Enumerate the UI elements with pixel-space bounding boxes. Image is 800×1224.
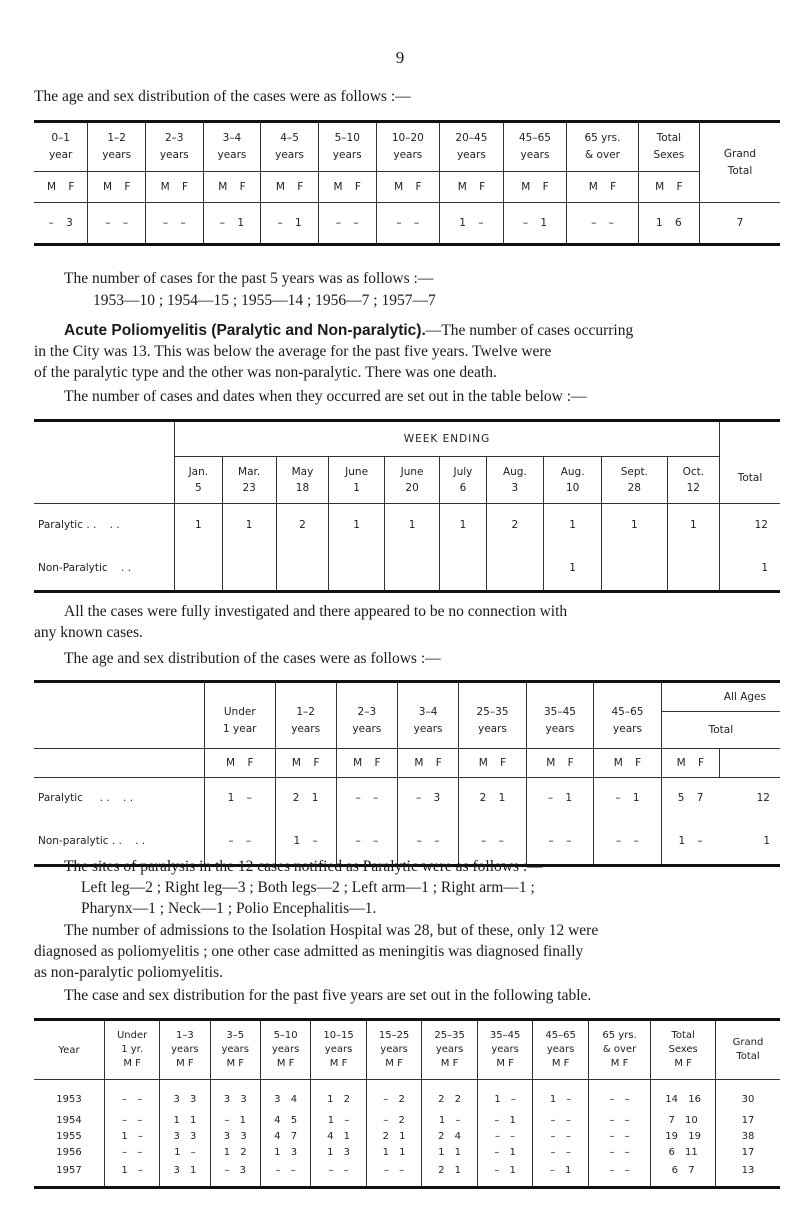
table-cell: 5 7 — [661, 778, 719, 819]
table-cell: 1 – — [205, 778, 276, 819]
table-cell — [175, 546, 223, 592]
total-cell: 1 — [763, 835, 770, 847]
five-year-table — [34, 1018, 780, 1189]
all-ages-header: All Ages — [661, 682, 780, 712]
table-cell: – 1 — [477, 1144, 533, 1160]
table-cell: – – — [105, 1080, 160, 1113]
table-cell: 1 — [329, 504, 384, 547]
row-label-blank — [34, 421, 175, 504]
table-cell: 1 — [440, 504, 486, 547]
intro-text: The age and sex distribution of the cases were as follows :— — [34, 88, 411, 105]
sex-subheader: M F — [275, 749, 336, 778]
table-cell: 3 3 — [160, 1128, 210, 1144]
table-cell — [276, 546, 329, 592]
table-cell: – – — [336, 778, 397, 819]
date-header: Sept. 28 — [602, 457, 668, 504]
table-cell: – 1 — [203, 203, 261, 245]
column-header: 0–1 year — [48, 132, 73, 161]
table-cell: – – — [533, 1128, 589, 1144]
table-cell: – – — [376, 203, 440, 245]
investigated-line-1: All the cases were fully investigated and there appeared to be no connection with — [64, 603, 568, 620]
row-label: Non-Paralytic . . — [38, 562, 132, 574]
total-cell: 12 — [720, 778, 781, 819]
sex-subheader: M F — [88, 172, 146, 203]
column-header: 25–35 years — [459, 682, 527, 749]
table-cell: 3 3 — [160, 1080, 210, 1113]
age-sex-table-2 — [34, 680, 780, 867]
column-header: 1–2 years — [88, 122, 146, 172]
year-cell: 1954 — [56, 1114, 82, 1126]
table-cell: – – — [397, 818, 458, 866]
table-cell: – – — [533, 1144, 589, 1160]
sex-subheader: M F — [567, 172, 638, 203]
table-cell: 1 — [222, 504, 276, 547]
table-cell: – – — [588, 1112, 650, 1128]
column-header: 65 yrs. & over M F — [588, 1020, 650, 1080]
column-header: Under 1 yr. M F — [105, 1020, 160, 1080]
table-cell: – – — [459, 818, 527, 866]
table-cell — [222, 546, 276, 592]
table-cell: 2 4 — [422, 1128, 478, 1144]
table-cell: 4 1 — [311, 1128, 367, 1144]
column-header: 45–65 years — [594, 682, 662, 749]
table-cell: 1 — [667, 504, 719, 547]
grand-total-cell: 7 — [700, 203, 781, 245]
table-cell: 1 — [544, 546, 602, 592]
table-cell — [486, 546, 544, 592]
past-five-years-text: The number of cases for the past 5 years was as follows :— — [64, 270, 434, 287]
total-header: Total — [720, 421, 781, 504]
total-cell: 12 — [720, 504, 781, 547]
sex-subheader: M F — [459, 749, 527, 778]
table-cell: – 1 — [210, 1112, 260, 1128]
table-cell: 3 4 — [260, 1080, 310, 1113]
table-cell: 6 7 — [651, 1160, 716, 1188]
table-cell: 4 7 — [260, 1128, 310, 1144]
sex-subheader: M F — [203, 172, 261, 203]
column-header: 35–45 years M F — [477, 1020, 533, 1080]
table-cell: 4 5 — [260, 1112, 310, 1128]
column-header: 3–4 years — [203, 122, 261, 172]
column-header: 65 yrs. & over — [567, 122, 638, 172]
table-cell: 2 — [276, 504, 329, 547]
table-cell: – 1 — [477, 1112, 533, 1128]
table-cell: 1 2 — [311, 1080, 367, 1113]
table-cell: 1 3 — [260, 1144, 310, 1160]
column-header: 15–25 years M F — [366, 1020, 422, 1080]
table-cell: 1 – — [533, 1080, 589, 1113]
intro-text-3: The age and sex distribution of the cases were as follows :— — [64, 650, 441, 667]
column-header: Total Sexes M F — [651, 1020, 716, 1080]
admissions-line-1: The number of admissions to the Isolation Hospital was 28, but of these, only 12 were — [64, 922, 599, 939]
table-cell: 1 – — [661, 818, 719, 866]
table-cell: – – — [588, 1160, 650, 1188]
column-header: 20–45 years — [440, 122, 504, 172]
table-cell — [440, 546, 486, 592]
table-cell — [602, 546, 668, 592]
total-cell: 1 — [720, 546, 781, 592]
year-cell: 1957 — [56, 1164, 82, 1176]
polio-text-1: —The number of cases occurring — [425, 322, 634, 339]
page-number: 9 — [395, 48, 405, 67]
table-cell: – – — [588, 1080, 650, 1113]
table-cell: – 1 — [503, 203, 567, 245]
date-header: Oct. 12 — [667, 457, 719, 504]
table-cell: 3 3 — [210, 1080, 260, 1113]
admissions-text — [34, 920, 794, 983]
table-cell: 19 19 — [651, 1128, 716, 1144]
table-cell: 1 1 — [160, 1112, 210, 1128]
date-header: June 20 — [384, 457, 439, 504]
table-cell: 2 1 — [366, 1128, 422, 1144]
date-header: June 1 — [329, 457, 384, 504]
table-cell: 1 — [544, 504, 602, 547]
table-cell: – – — [533, 1112, 589, 1128]
column-header: 35–45 years — [526, 682, 594, 749]
column-header: 2–3 years — [336, 682, 397, 749]
year-cell: 1953 — [34, 1080, 105, 1113]
column-header: 45–65 years — [503, 122, 567, 172]
admissions-line-2: diagnosed as poliomyelitis ; one other case admitted as meningitis was diagnosed finally — [34, 943, 584, 960]
table-cell: 2 1 — [459, 778, 527, 819]
group-header: WEEK ENDING — [175, 421, 720, 457]
table-cell: – – — [205, 818, 276, 866]
table-cell: 1 – — [311, 1112, 367, 1128]
table-cell: – – — [336, 818, 397, 866]
row-label: Paralytic . . . . — [34, 778, 205, 819]
column-header: 10–20 years — [376, 122, 440, 172]
column-header: 5–10 years — [318, 122, 376, 172]
year-cell: 1956 — [56, 1146, 82, 1158]
column-header: 5–10 years M F — [260, 1020, 310, 1080]
sex-subheader: M F — [397, 749, 458, 778]
sites-text — [34, 856, 794, 919]
date-header: Mar. 23 — [222, 457, 276, 504]
table-cell — [384, 546, 439, 592]
investigated-text — [34, 601, 780, 643]
table-cell: – 1 — [533, 1160, 589, 1188]
table-cell: – – — [311, 1160, 367, 1188]
table-cell — [329, 546, 384, 592]
polio-heading: Acute Poliomyelitis (Paralytic and Non-paralytic). — [64, 322, 426, 339]
table-cell: – 1 — [526, 778, 594, 819]
table-cell: – 1 — [477, 1160, 533, 1188]
table-cell — [667, 546, 719, 592]
sex-subheader: M F — [34, 172, 88, 203]
table-cell: 1 — [384, 504, 439, 547]
row-label: Non-paralytic . . . . — [38, 835, 146, 847]
column-header: 1–3 years M F — [160, 1020, 210, 1080]
table-cell: 1 1 — [366, 1144, 422, 1160]
table-cell: – – — [145, 203, 203, 245]
row-label: Paralytic . . . . — [34, 504, 175, 547]
table-cell: 1 – — [422, 1112, 478, 1128]
column-header: 25–35 years M F — [422, 1020, 478, 1080]
grand-total-header: Grand Total — [716, 1020, 781, 1080]
grand-total-cell: 38 — [716, 1128, 781, 1144]
admissions-line-3: as non-paralytic poliomyelitis. — [34, 964, 223, 981]
sex-subheader: M F — [205, 749, 276, 778]
table-cell: 6 11 — [651, 1144, 716, 1160]
table-cell: – – — [366, 1160, 422, 1188]
table-cell: – – — [105, 1144, 160, 1160]
table-cell: – – — [526, 818, 594, 866]
table-cell: 2 — [486, 504, 544, 547]
column-header: Under 1 year — [205, 682, 276, 749]
table-cell: – 3 — [210, 1160, 260, 1188]
past-five-years-counts: 1953—10 ; 1954—15 ; 1955—14 ; 1956—7 ; 1957—7 — [93, 292, 436, 309]
table-cell: 1 – — [105, 1160, 160, 1188]
column-header: 45–65 years M F — [533, 1020, 589, 1080]
table-cell: 14 16 — [651, 1080, 716, 1113]
sex-subheader: M F — [376, 172, 440, 203]
table-cell: 3 1 — [160, 1160, 210, 1188]
sex-subheader: M F — [503, 172, 567, 203]
table-cell: – – — [594, 818, 662, 866]
table-cell: – 2 — [366, 1080, 422, 1113]
table-cell: 1 3 — [311, 1144, 367, 1160]
table-cell: 1 – — [160, 1144, 210, 1160]
grand-total-header: Grand Total — [700, 122, 781, 203]
table-cell: – – — [567, 203, 638, 245]
table-cell: 1 – — [440, 203, 504, 245]
sex-subheader: M F — [145, 172, 203, 203]
sex-subheader: M F — [336, 749, 397, 778]
row-label-blank — [34, 682, 205, 749]
date-header: May 18 — [276, 457, 329, 504]
table-cell: – – — [105, 1112, 160, 1128]
sex-subheader: M F — [638, 172, 699, 203]
table-cell: – 1 — [261, 203, 319, 245]
grand-total-cell: 17 — [716, 1144, 781, 1160]
investigated-line-2: any known cases. — [34, 624, 143, 641]
sites-line-1: The sites of paralysis in the 12 cases notified as Paralytic were as follows :— — [64, 858, 543, 875]
table-cell: 1 – — [477, 1080, 533, 1113]
column-header: 4–5 years — [261, 122, 319, 172]
grand-total-cell: 30 — [716, 1080, 781, 1113]
table-cell: – 2 — [366, 1112, 422, 1128]
table-cell: 7 10 — [651, 1112, 716, 1128]
sex-subheader: M F — [318, 172, 376, 203]
date-header: July 6 — [440, 457, 486, 504]
date-header: Jan. 5 — [175, 457, 223, 504]
total-header: Total — [661, 712, 780, 749]
table-cell: 1 1 — [422, 1144, 478, 1160]
grand-total-cell: 13 — [716, 1160, 781, 1188]
sites-line-3: Pharynx—1 ; Neck—1 ; Polio Encephalitis—1. — [81, 900, 377, 917]
polio-paragraph — [34, 320, 780, 383]
sex-subheader: M F — [661, 749, 719, 778]
table-cell: 2 1 — [275, 778, 336, 819]
week-ending-table — [34, 419, 780, 593]
table-cell: 1 — [602, 504, 668, 547]
table-cell: 3 3 — [210, 1128, 260, 1144]
polio-text-2: in the City was 13. This was below the average for the past five years. Twelve were — [34, 343, 552, 360]
column-header: 1–2 years — [275, 682, 336, 749]
table-cell: – – — [588, 1144, 650, 1160]
table-cell: 1 2 — [210, 1144, 260, 1160]
date-header: Aug. 10 — [544, 457, 602, 504]
column-header: 2–3 years — [145, 122, 203, 172]
table-cell: – 3 — [34, 203, 88, 245]
table-cell: – – — [88, 203, 146, 245]
year-header: Year — [58, 1044, 80, 1056]
total-blank — [720, 749, 781, 778]
table-cell: – – — [588, 1128, 650, 1144]
grand-total-cell: 17 — [716, 1112, 781, 1128]
sex-subheader: M F — [261, 172, 319, 203]
age-sex-table-1 — [34, 120, 780, 246]
column-header: Total Sexes — [638, 122, 699, 172]
table-cell: – – — [318, 203, 376, 245]
table-cell: – – — [477, 1128, 533, 1144]
sites-line-2: Left leg—2 ; Right leg—3 ; Both legs—2 ; Left arm—1 ; Right arm—1 ; — [81, 879, 535, 896]
year-cell: 1955 — [56, 1130, 82, 1142]
date-header: Aug. 3 — [486, 457, 544, 504]
table-cell: – – — [260, 1160, 310, 1188]
table-cell: 1 – — [275, 818, 336, 866]
column-header: 3–5 years M F — [210, 1020, 260, 1080]
five-years-intro: The case and sex distribution for the past five years are set out in the following table. — [64, 987, 592, 1004]
table-cell: – 3 — [397, 778, 458, 819]
sex-subheader: M F — [526, 749, 594, 778]
table-cell: – 1 — [594, 778, 662, 819]
sex-subheader: M F — [594, 749, 662, 778]
column-header: 10–15 years M F — [311, 1020, 367, 1080]
table-cell: 2 1 — [422, 1160, 478, 1188]
dates-intro-text: The number of cases and dates when they occurred are set out in the table below :— — [64, 388, 587, 405]
row-label-blank — [34, 749, 205, 778]
table-cell: 2 2 — [422, 1080, 478, 1113]
table-cell: 1 — [175, 504, 223, 547]
table-cell: 1 6 — [638, 203, 699, 245]
sex-subheader: M F — [440, 172, 504, 203]
column-header: 3–4 years — [397, 682, 458, 749]
polio-text-3: of the paralytic type and the other was non-paralytic. There was one death. — [34, 364, 497, 381]
table-cell: 1 – — [105, 1128, 160, 1144]
